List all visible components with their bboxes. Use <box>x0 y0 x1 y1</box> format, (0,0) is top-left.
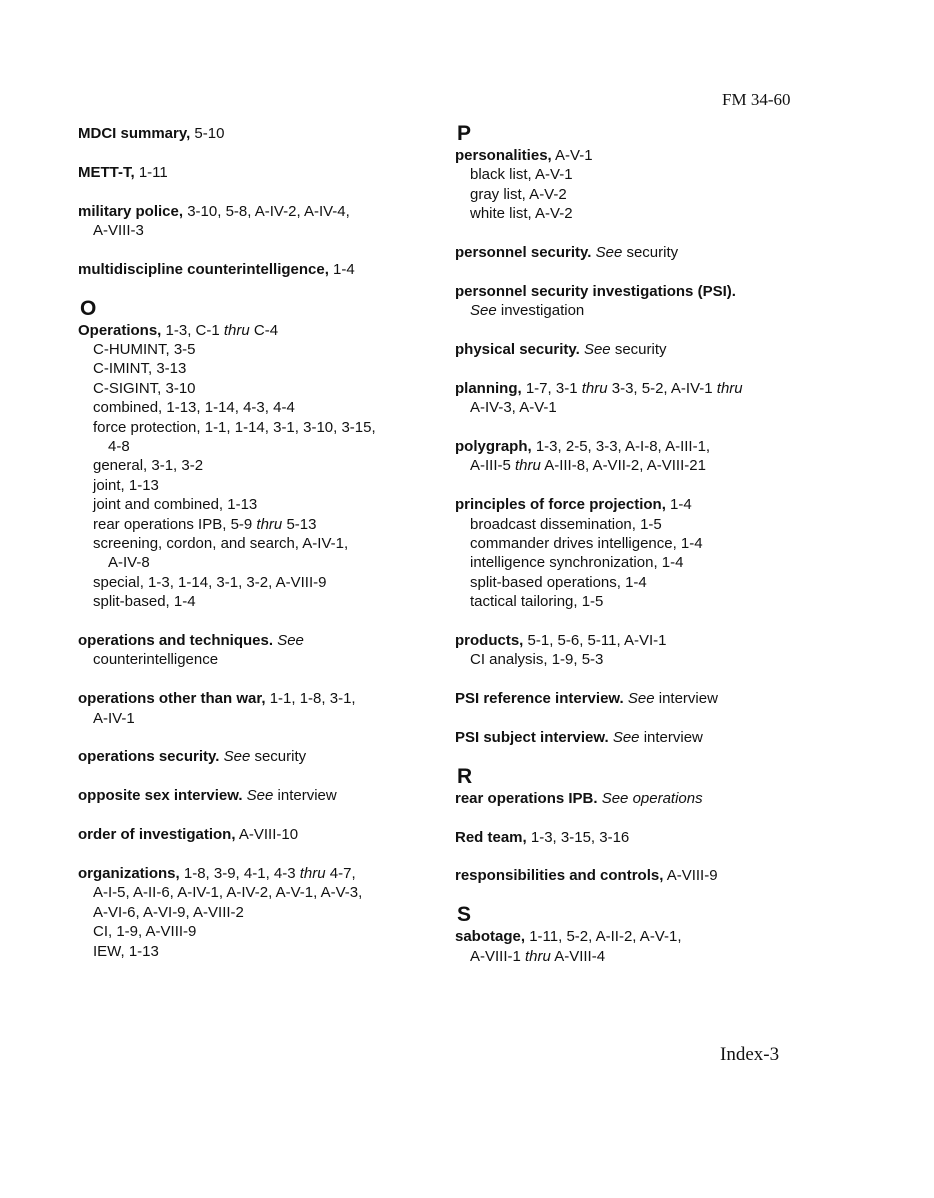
entry-term: METT-T, <box>78 163 135 181</box>
thru-text: thru <box>256 515 283 533</box>
entry-pages: A-VIII-9 <box>663 867 718 885</box>
entry-continuation: A-VIII-3 <box>93 222 144 239</box>
entry-reference: security <box>610 341 667 359</box>
see-text: See operations <box>597 789 703 807</box>
subentry: C-SIGINT, 3-10 <box>93 379 196 397</box>
index-entry <box>455 495 815 611</box>
thru-text: thru <box>716 379 743 397</box>
entry-term: multidiscipline counterintelligence, <box>78 260 329 278</box>
entry-continuation <box>455 947 815 966</box>
entry-pages: 1-3, C-1 <box>161 321 224 339</box>
index-entry <box>455 379 815 418</box>
entry-reference: interview <box>273 787 337 805</box>
thru-text: thru <box>515 457 541 475</box>
index-entry <box>78 786 428 805</box>
entry-term: personnel security investigations (PSI). <box>455 282 736 300</box>
subentry: gray list, A-V-2 <box>470 185 567 203</box>
subentry: combined, 1-13, 1-14, 4-3, 4-4 <box>93 399 295 417</box>
index-entry <box>455 728 815 747</box>
subentry: C-HUMINT, 3-5 <box>93 341 196 358</box>
subentry: tactical tailoring, 1-5 <box>470 593 604 611</box>
subentry: split-based operations, 1-4 <box>470 573 647 591</box>
subentry-text: 5-13 <box>282 515 317 533</box>
subentry: CI, 1-9, A-VIII-9 <box>93 923 197 941</box>
entry-term: polygraph, <box>455 438 532 456</box>
subentry: black list, A-V-1 <box>470 166 573 184</box>
entry-term: military police, <box>78 202 184 220</box>
entry-term: principles of force projection, <box>455 496 666 514</box>
entry-continuation: A-IV-3, A-V-1 <box>470 399 557 417</box>
entry-pages: A-VIII-1 <box>470 947 526 965</box>
index-entry <box>455 340 815 359</box>
thru-text: thru <box>581 379 608 397</box>
subentry-continuation: 4-8 <box>108 438 130 456</box>
subentry: commander drives intelligence, 1-4 <box>470 535 703 553</box>
entry-reference: security <box>622 244 679 262</box>
subentry: screening, cordon, and search, A-IV-1, <box>93 535 349 553</box>
entry-term: organizations, <box>78 864 180 882</box>
entry-pages: 1-11 <box>134 163 168 181</box>
entry-pages: 5-10 <box>190 125 225 142</box>
index-entry <box>78 260 428 279</box>
subentry <box>78 515 428 534</box>
entry-pages: C-4 <box>249 321 279 339</box>
entry-pages: A-V-1 <box>551 147 593 164</box>
index-entry <box>455 243 815 262</box>
subentry: joint and combined, 1-13 <box>93 496 258 514</box>
manual-number: FM 34-60 <box>722 90 791 109</box>
index-entry <box>455 789 815 808</box>
index-column-left <box>78 124 428 980</box>
section-letter-s: S <box>457 903 472 927</box>
entry-pages: A-III-5 <box>470 457 516 475</box>
index-entry <box>78 124 428 143</box>
index-entry <box>78 689 428 728</box>
entry-continuation <box>455 456 815 475</box>
entry-term: MDCI summary, <box>78 125 191 142</box>
entry-pages: 1-4 <box>328 260 355 278</box>
entry-pages: 1-1, 1-8, 3-1, <box>265 690 356 708</box>
entry-term: physical security. <box>455 341 580 359</box>
index-entry <box>455 828 815 847</box>
entry-term: personalities, <box>455 147 552 164</box>
index-entry <box>455 689 815 708</box>
entry-continuation <box>455 301 815 320</box>
index-entry <box>78 321 428 612</box>
entry-pages: 1-7, 3-1 <box>521 379 582 397</box>
entry-reference: interview <box>639 729 703 747</box>
subentry-continuation: A-IV-8 <box>108 554 150 572</box>
subentry: split-based, 1-4 <box>93 593 196 611</box>
index-entry <box>455 927 815 966</box>
index-entry <box>455 146 815 224</box>
entry-continuation: A-IV-1 <box>93 709 135 727</box>
entry-continuation: counterintelligence <box>93 651 219 669</box>
subentry: CI analysis, 1-9, 5-3 <box>470 651 604 669</box>
section-letter-r: R <box>457 764 473 788</box>
thru-text: thru <box>299 864 326 882</box>
entry-reference: security <box>250 748 307 766</box>
entry-term: rear operations IPB. <box>455 789 598 807</box>
index-entry <box>78 631 428 670</box>
entry-term: sabotage, <box>455 928 526 946</box>
subentry: C-IMINT, 3-13 <box>93 360 187 378</box>
index-entry <box>455 631 815 670</box>
see-text: See <box>623 690 655 708</box>
entry-pages: 1-4 <box>665 496 692 514</box>
entry-pages: A-VIII-4 <box>550 947 606 965</box>
subentry: force protection, 1-1, 1-14, 3-1, 3-10, 3-15, <box>93 418 376 436</box>
entry-term: PSI reference interview. <box>455 690 624 708</box>
index-entry <box>78 747 428 766</box>
entry-pages: 1-11, 5-2, A-II-2, A-V-1, <box>525 928 682 946</box>
entry-term: Operations, <box>78 321 162 339</box>
subentry: intelligence synchronization, 1-4 <box>470 554 684 572</box>
entry-reference: interview <box>654 690 718 708</box>
see-text: See <box>591 244 623 262</box>
see-text: See <box>219 748 251 766</box>
thru-text: thru <box>223 321 250 339</box>
entry-pages: 4-7, <box>325 864 356 882</box>
entry-term: products, <box>455 632 524 650</box>
entry-term: personnel security. <box>455 244 592 262</box>
index-entry <box>78 163 428 182</box>
subentry: general, 3-1, 3-2 <box>93 457 204 475</box>
entry-pages: 1-3, 3-15, 3-16 <box>526 828 630 846</box>
see-text: See <box>273 632 304 650</box>
entry-term: operations and techniques. <box>78 632 274 650</box>
section-letter-o: O <box>80 296 97 320</box>
index-entry <box>78 825 428 844</box>
section-letter-p: P <box>457 122 472 145</box>
entry-term: opposite sex interview. <box>78 787 243 805</box>
subentry: IEW, 1-13 <box>93 942 159 960</box>
index-entry <box>455 437 815 476</box>
entry-pages: A-III-8, A-VII-2, A-VIII-21 <box>540 457 706 475</box>
subentry: broadcast dissemination, 1-5 <box>470 515 662 533</box>
entry-term: responsibilities and controls, <box>455 867 664 885</box>
index-column-right <box>455 124 815 985</box>
entry-term: operations security. <box>78 748 220 766</box>
entry-continuation: A-VI-6, A-VI-9, A-VIII-2 <box>93 903 244 921</box>
see-text: See <box>242 787 274 805</box>
entry-term: PSI subject interview. <box>455 729 609 747</box>
entry-pages: 1-3, 2-5, 3-3, A-I-8, A-III-1, <box>531 438 711 456</box>
see-text: See <box>470 302 497 320</box>
index-entry <box>78 202 428 241</box>
index-entry <box>78 864 428 961</box>
entry-pages: 3-3, 5-2, A-IV-1 <box>607 379 717 397</box>
index-entry <box>455 282 815 321</box>
entry-term: planning, <box>455 379 522 397</box>
subentry: white list, A-V-2 <box>470 205 573 223</box>
index-entry <box>455 866 815 885</box>
subentry: joint, 1-13 <box>93 476 159 494</box>
subentry: special, 1-3, 1-14, 3-1, 3-2, A-VIII-9 <box>93 573 327 591</box>
thru-text: thru <box>525 947 551 965</box>
subentry-text: rear operations IPB, 5-9 <box>93 515 257 533</box>
entry-reference: investigation <box>496 302 585 320</box>
see-text: See <box>608 729 640 747</box>
entry-term: order of investigation, <box>78 826 236 844</box>
see-text: See <box>579 341 611 359</box>
entry-pages: 1-8, 3-9, 4-1, 4-3 <box>179 864 300 882</box>
entry-pages: 5-1, 5-6, 5-11, A-VI-1 <box>523 632 667 650</box>
entry-pages: A-VIII-10 <box>235 826 299 844</box>
entry-term: Red team, <box>455 828 527 846</box>
entry-pages: 3-10, 5-8, A-IV-2, A-IV-4, <box>183 202 350 220</box>
page-number: Index-3 <box>720 1044 780 1065</box>
entry-continuation: A-I-5, A-II-6, A-IV-1, A-IV-2, A-V-1, A-V-3, <box>93 884 363 902</box>
entry-term: operations other than war, <box>78 690 266 708</box>
